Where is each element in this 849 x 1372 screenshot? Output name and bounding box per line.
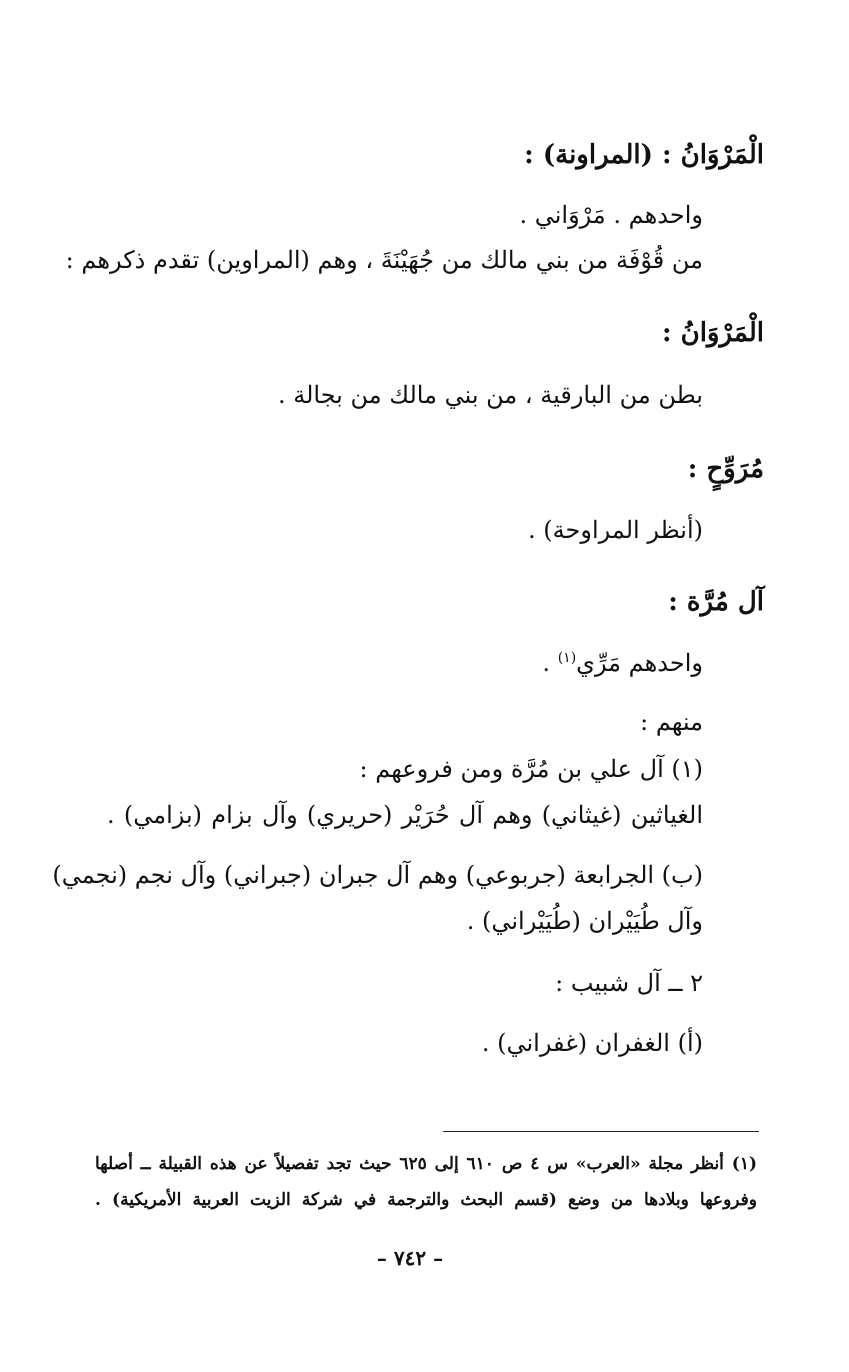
entry-heading: الْمَرْوَانُ : — [661, 318, 764, 348]
entry-line: (ب) الجرابعة (جربوعي) وهم آل جبران (جبراني) وآل نجم (نجمي) — [52, 861, 703, 889]
entry-line: واحدهم . مَرْوَاني . — [519, 201, 703, 229]
entry-line: (أ) الغفران (غفراني) . — [481, 1029, 703, 1057]
entry-heading: الْمَرْوَانُ : (المراونة) : — [524, 140, 764, 170]
page-number: – ٧٤٢ – — [376, 1246, 444, 1270]
entry-heading: آل مُرَّة : — [668, 587, 764, 617]
entry-line: ٢ ــ آل شبيب : — [555, 969, 703, 997]
entry-line-with-footnote — [542, 646, 703, 680]
footnote-line: وفروعها وبلادها من وضع (قسم البحث والترجمة في شركة الزيت العربية الأمريكية) . — [95, 1190, 757, 1210]
entry-line: الغياثين (غيثاني) وهم آل حُرَيْر (حريري) وآل بزام (بزامي) . — [107, 801, 703, 829]
entry-line: وآل طُيَيْران (طُيَيْراني) . — [466, 907, 703, 935]
footnote-divider — [443, 1131, 759, 1132]
entry-line: (أنظر المراوحة) . — [528, 516, 703, 544]
entry-heading: مُرَوِّحٍ : — [687, 454, 764, 484]
entry-line: منهم : — [640, 708, 703, 736]
line-end: . — [542, 649, 558, 677]
entry-line: بطن من البارقية ، من بني مالك من بجالة . — [277, 381, 703, 409]
footnote-marker: (١) — [557, 650, 577, 666]
footnote-line: (١) أنظر مجلة «العرب» س ٤ ص ٦١٠ إلى ٦٢٥ حيث تجد تفصيلاً عن هذه القبيلة ــ أصلها — [95, 1154, 757, 1174]
entry-text: واحدهم مَرِّي — [576, 649, 703, 677]
entry-line: من قُوْفَة من بني مالك من جُهَيْنَةَ ، وهم (المراوين) تقدم ذكرهم : — [65, 246, 703, 274]
entry-line: (١) آل علي بن مُرَّة ومن فروعهم : — [359, 755, 703, 783]
